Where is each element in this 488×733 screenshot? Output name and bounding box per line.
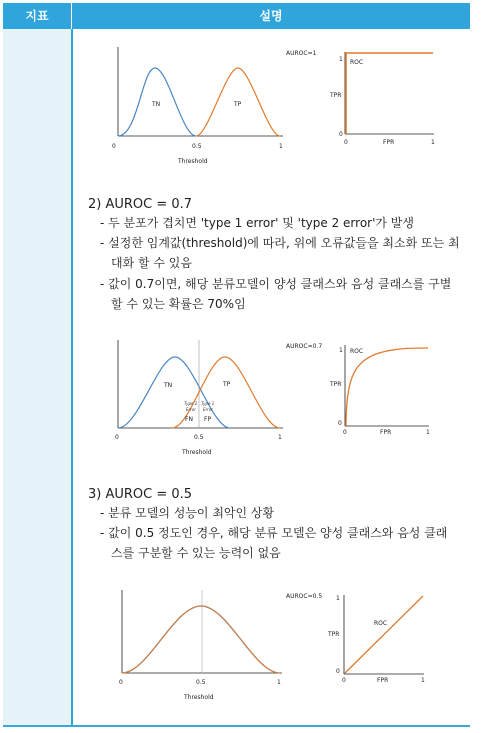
figure-auroc-07-distribution bbox=[100, 335, 290, 465]
tick-label: 1 bbox=[278, 434, 282, 441]
roc-y-tick: 0 bbox=[338, 420, 342, 427]
bullet-text: - 분류 모델의 성능이 최악인 상황 bbox=[100, 506, 275, 520]
bullet-text: - 두 분포가 겹치면 'type 1 error' 및 'type 2 error'가 발생 bbox=[100, 216, 414, 230]
header-metric: 지표 bbox=[25, 9, 49, 23]
roc-y-tick: 1 bbox=[336, 595, 340, 602]
tn-label: TN bbox=[152, 101, 161, 108]
auroc-label: AUROC=0.5 bbox=[286, 593, 323, 600]
type2-label: Type 2 bbox=[184, 401, 198, 406]
figure-auroc-07-roc bbox=[286, 340, 436, 440]
tn-label: TN bbox=[164, 382, 173, 389]
roc-title: ROC bbox=[350, 348, 364, 355]
roc-x-tick: 1 bbox=[426, 429, 430, 436]
bullet-text: - 값이 0.7이면, 해당 분류모델이 양성 클래스와 음성 클래스를 구별 bbox=[100, 277, 452, 291]
header-description: 설명 bbox=[259, 9, 283, 23]
figure-auroc-1-roc bbox=[286, 44, 436, 154]
table-header bbox=[3, 3, 470, 29]
roc-y-label: TPR bbox=[330, 381, 342, 388]
roc-y-tick: 1 bbox=[339, 347, 343, 354]
roc-title: ROC bbox=[350, 59, 364, 66]
bullet-text: - 설정한 임계값(threshold)에 따라, 위에 오류값들을 최소화 또는 최 bbox=[100, 236, 460, 250]
x-axis-label: Threshold bbox=[184, 694, 214, 701]
roc-x-tick: 0 bbox=[343, 429, 347, 436]
type1-error-label: Error bbox=[203, 407, 213, 412]
roc-y-tick: 0 bbox=[339, 131, 343, 138]
tick-label: 0 bbox=[115, 434, 119, 441]
roc-x-tick: 1 bbox=[431, 139, 435, 146]
roc-y-tick: 1 bbox=[339, 56, 343, 63]
tick-label: 0 bbox=[112, 143, 116, 150]
x-axis-label: Threshold bbox=[178, 158, 208, 165]
tick-label: 0 bbox=[119, 679, 123, 686]
fn-label: FN bbox=[185, 416, 193, 423]
roc-x-tick: 1 bbox=[421, 677, 425, 684]
tick-label: 1 bbox=[279, 143, 283, 150]
x-axis-label: Threshold bbox=[182, 449, 212, 456]
metric-column bbox=[3, 29, 71, 725]
roc-x-tick: 0 bbox=[344, 139, 348, 146]
figure-auroc-05-roc bbox=[286, 590, 436, 690]
auroc-label: AUROC=1 bbox=[286, 50, 317, 57]
roc-x-label: FPR bbox=[380, 429, 392, 436]
roc-x-label: FPR bbox=[383, 139, 395, 146]
bullet-text: 스를 구분할 수 있는 능력이 없음 bbox=[111, 546, 281, 560]
roc-title: ROC bbox=[374, 620, 388, 627]
tick-label: 0.5 bbox=[196, 679, 206, 686]
tick-label: 0.5 bbox=[194, 434, 204, 441]
column-divider bbox=[71, 29, 73, 725]
figure-auroc-1-distribution bbox=[100, 40, 290, 170]
type1-label: Type 1 bbox=[201, 401, 215, 406]
roc-x-label: FPR bbox=[377, 677, 389, 684]
roc-y-tick: 0 bbox=[336, 668, 340, 675]
tick-label: 1 bbox=[277, 679, 281, 686]
tp-label: TP bbox=[234, 101, 242, 108]
fp-label: FP bbox=[204, 416, 212, 423]
tick-label: 0.5 bbox=[192, 143, 202, 150]
type2-error-label: Error bbox=[186, 407, 196, 412]
tp-label: TP bbox=[223, 381, 231, 388]
roc-x-tick: 0 bbox=[342, 677, 346, 684]
figure-auroc-05-distribution bbox=[100, 585, 290, 710]
roc-y-label: TPR bbox=[328, 631, 340, 638]
section-heading: 3) AUROC = 0.5 bbox=[88, 487, 193, 502]
bullet-text: - 값이 0.5 정도인 경우, 해당 분류 모델은 양성 클래스와 음성 클래 bbox=[100, 526, 448, 540]
section-heading: 2) AUROC = 0.7 bbox=[88, 197, 193, 212]
roc-y-label: TPR bbox=[330, 92, 342, 99]
bullet-text: 대화 할 수 있음 bbox=[111, 256, 192, 270]
auroc-label: AUROC=0.7 bbox=[286, 343, 323, 350]
bullet-text: 할 수 있는 확률은 70%임 bbox=[111, 297, 246, 311]
